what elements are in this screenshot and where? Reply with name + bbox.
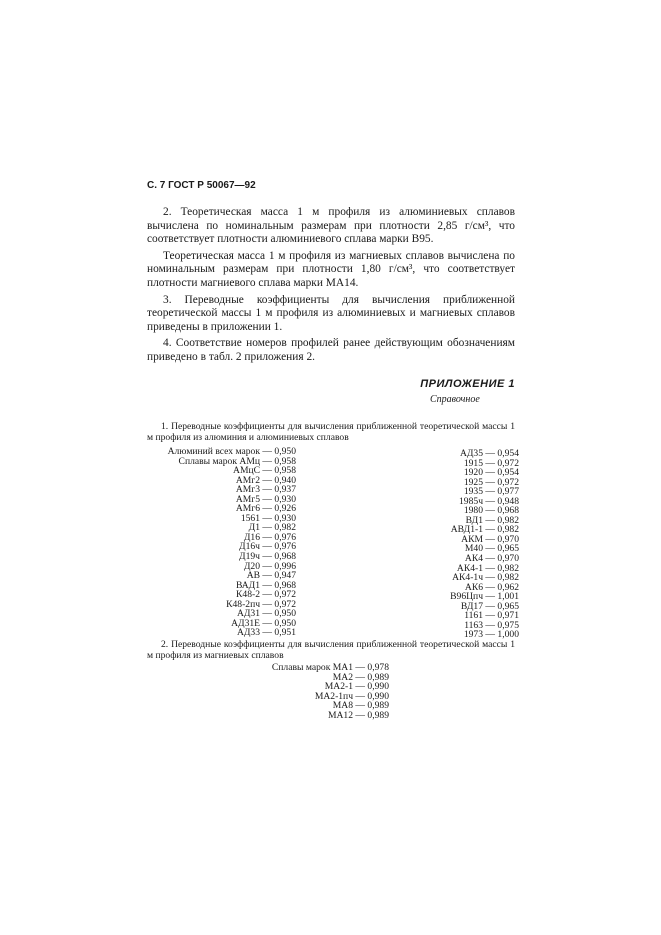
coefficient-row: АВД1-1 — 0,982 — [450, 524, 519, 536]
paragraph-density-aluminium: 2. Теоретическая масса 1 м профиля из алюминиевых сплавов вычислена по номинальным размерам при плотности 2,85 г/см³, что соответствует плотности алюминиевого сплава марки В95. — [147, 206, 515, 246]
coefficient-row: АД31 — 0,950 — [236, 608, 296, 620]
main-text — [147, 206, 515, 368]
appendix-subtitle: Справочное — [430, 394, 480, 405]
coefficient-row: АМг2 — 0,940 — [235, 474, 296, 486]
coefficient-row: АД33 — 0,951 — [236, 627, 296, 639]
coefficient-row: АМг3 — 0,937 — [235, 484, 296, 496]
coefficient-row: МА8 — 0,989 — [332, 700, 389, 712]
coefficient-row: 1980 — 0,968 — [463, 505, 519, 517]
page-header: С. 7 ГОСТ Р 50067—92 — [147, 180, 256, 191]
coefficient-row: К48-2пч — 0,972 — [226, 598, 296, 610]
coefficient-row: МА12 — 0,989 — [327, 709, 389, 721]
coefficient-row: К48-2 — 0,972 — [236, 589, 296, 601]
coefficient-row: 1973 — 1,000 — [463, 629, 519, 641]
coefficient-row: Д16 — 0,976 — [243, 531, 296, 543]
coefficient-row: 1161 — 0,971 — [464, 610, 519, 622]
coefficient-row: АК4-1ч — 0,982 — [452, 572, 519, 584]
coefficient-row: АК4-1 — 0,982 — [456, 562, 519, 574]
table1-left-column — [168, 447, 296, 638]
coefficient-row: Д1 — 0,982 — [248, 522, 296, 534]
coefficient-row: Алюминий всех марок — 0,950 — [167, 446, 296, 457]
paragraph-density-magnesium: Теоретическая масса 1 м профиля из магниевых сплавов вычислена по номинальным размерам при плотности 1,80 г/см³, что соответствует плотности магниевого сплава марки МА14. — [147, 249, 515, 289]
coefficient-row: ВД1 — 0,982 — [465, 514, 519, 526]
coefficient-row: 1935 — 0,977 — [463, 486, 519, 498]
coefficient-row: Д19ч — 0,968 — [239, 551, 296, 563]
coefficient-row: 1985ч — 0,948 — [459, 495, 519, 507]
coefficient-row: АД31Е — 0,950 — [231, 617, 296, 629]
coefficient-row: М40 — 0,965 — [464, 543, 519, 555]
table1-right-column — [450, 449, 519, 640]
coefficient-row: 1915 — 0,972 — [463, 457, 519, 469]
table1-title: 1. Переводные коэффициенты для вычисления приближенной теоретической массы 1 м профиля из алюминия и алюминиевых сплавов — [147, 421, 515, 443]
coefficient-row: Д20 — 0,996 — [243, 560, 296, 572]
coefficient-row: Сплавы марок МА1 — 0,978 — [271, 662, 389, 673]
coefficient-row: МА2-1 — 0,990 — [324, 681, 389, 693]
paragraph-conversion-factors: 3. Переводные коэффициенты для вычисления приближенной теоретической массы 1 м профиля из алюминиевых и магниевых сплавов приведены в приложении 1. — [147, 293, 515, 333]
coefficient-row: АК6 — 0,962 — [464, 581, 519, 593]
coefficient-row: АД35 — 0,954 — [459, 448, 519, 459]
coefficient-row: АМг6 — 0,926 — [235, 503, 296, 515]
coefficient-row: АК4 — 0,970 — [464, 553, 519, 565]
coefficient-row: Сплавы марок АМц — 0,958 — [178, 455, 296, 467]
coefficient-row: ВД17 — 0,965 — [460, 600, 519, 612]
coefficient-row: АМг5 — 0,930 — [235, 493, 296, 505]
coefficient-row: В96Цпч — 1,001 — [450, 591, 519, 603]
appendix-title: ПРИЛОЖЕНИЕ 1 — [420, 378, 515, 390]
coefficient-row: 1561 — 0,930 — [240, 512, 296, 524]
paragraph-profile-numbers: 4. Соответствие номеров профилей ранее действующим обозначениям приведено в табл. 2 приложения 2. — [147, 337, 515, 363]
coefficient-row: 1920 — 0,954 — [463, 467, 519, 479]
table2-title: 2. Переводные коэффициенты для вычисления приближенной теоретической массы 1 м профиля из магниевых сплавов — [147, 639, 515, 661]
coefficient-row: 1163 — 0,975 — [464, 619, 519, 631]
coefficient-row: МА2 — 0,989 — [332, 671, 389, 683]
coefficient-row: МА2-1пч — 0,990 — [314, 690, 389, 702]
coefficient-row: АМцС — 0,958 — [233, 465, 296, 477]
coefficient-row: 1925 — 0,972 — [463, 476, 519, 488]
coefficient-row: АВ — 0,947 — [246, 570, 296, 582]
coefficient-row: АКМ — 0,970 — [461, 533, 519, 545]
coefficient-row: Д16ч — 0,976 — [239, 541, 296, 553]
coefficient-row: ВАД1 — 0,968 — [235, 579, 296, 591]
table2-column — [272, 663, 389, 720]
